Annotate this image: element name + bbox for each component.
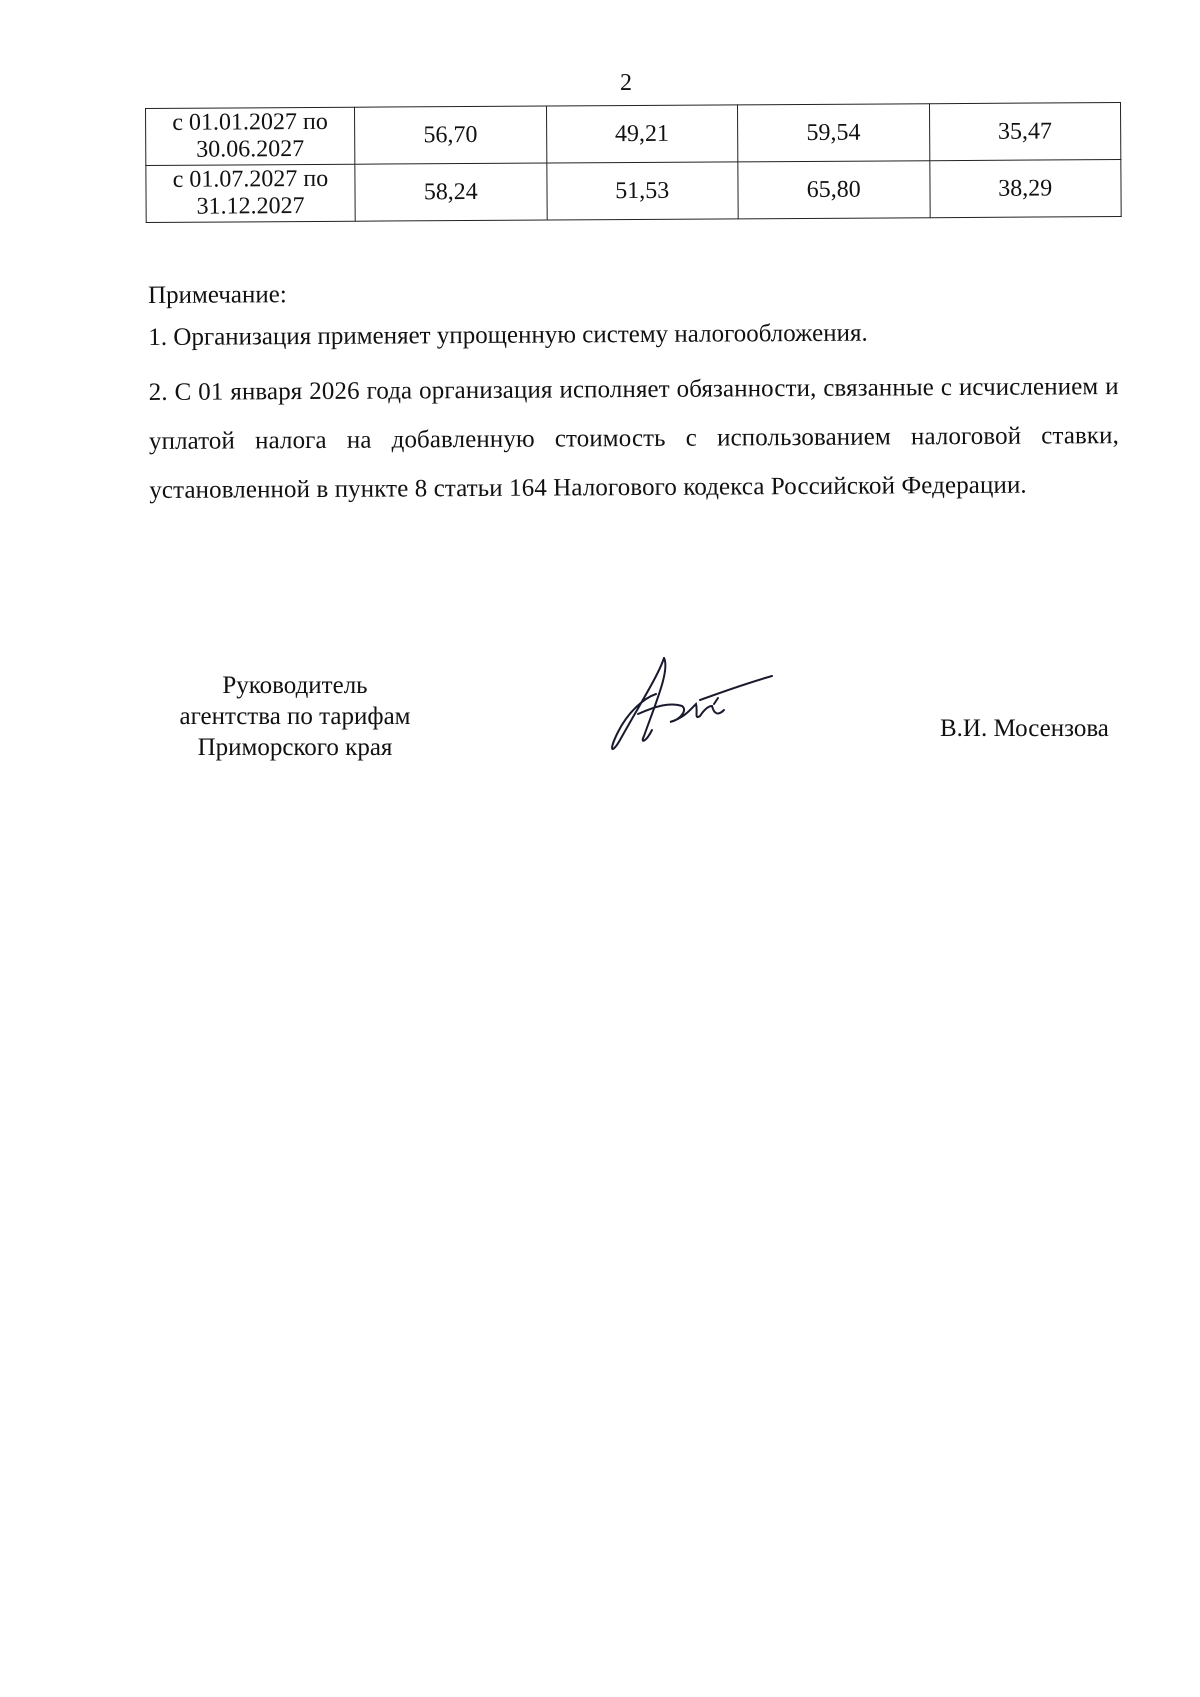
table-row (146, 160, 1121, 223)
handwritten-signature (600, 640, 780, 760)
signatory-position (150, 670, 440, 763)
page-number: 2 (620, 70, 632, 96)
period-start: с 01.01.2027 по (172, 108, 328, 136)
tariff-table (145, 102, 1122, 223)
note-item: 2. С 01 января 2026 года организация исполняет обязанности, связанные с исчислением и уплатой налога на добавленную стоимость с использованием налоговой ставки, установленной в пункте 8 статьи 164 Налогового кодекса Российской Федерации. (148, 373, 1120, 504)
position-line: Руководитель (222, 672, 368, 699)
value-cell: 49,21 (546, 105, 738, 163)
notes-section (148, 276, 1119, 515)
value-cell: 38,29 (929, 160, 1121, 218)
note-item: 1. Организация применяет упрощенную систему налогообложения. (148, 319, 868, 351)
position-line: Приморского края (197, 734, 393, 761)
period-cell (146, 164, 355, 222)
value-cell: 65,80 (738, 161, 930, 219)
signer-name: В.И. Мосензова (940, 715, 1109, 742)
period-start: с 01.07.2027 по (172, 165, 329, 193)
position-line: агентства по тарифам (179, 703, 411, 730)
period-end: 31.12.2027 (196, 193, 305, 220)
value-cell: 56,70 (354, 106, 546, 164)
value-cell: 58,24 (355, 163, 547, 221)
table-row (146, 103, 1121, 166)
period-end: 30.06.2027 (196, 136, 305, 163)
value-cell: 35,47 (929, 103, 1121, 161)
value-cell: 59,54 (737, 104, 929, 162)
value-cell: 51,53 (546, 162, 738, 220)
notes-heading: Примечание: (148, 281, 287, 309)
period-cell (146, 107, 355, 165)
